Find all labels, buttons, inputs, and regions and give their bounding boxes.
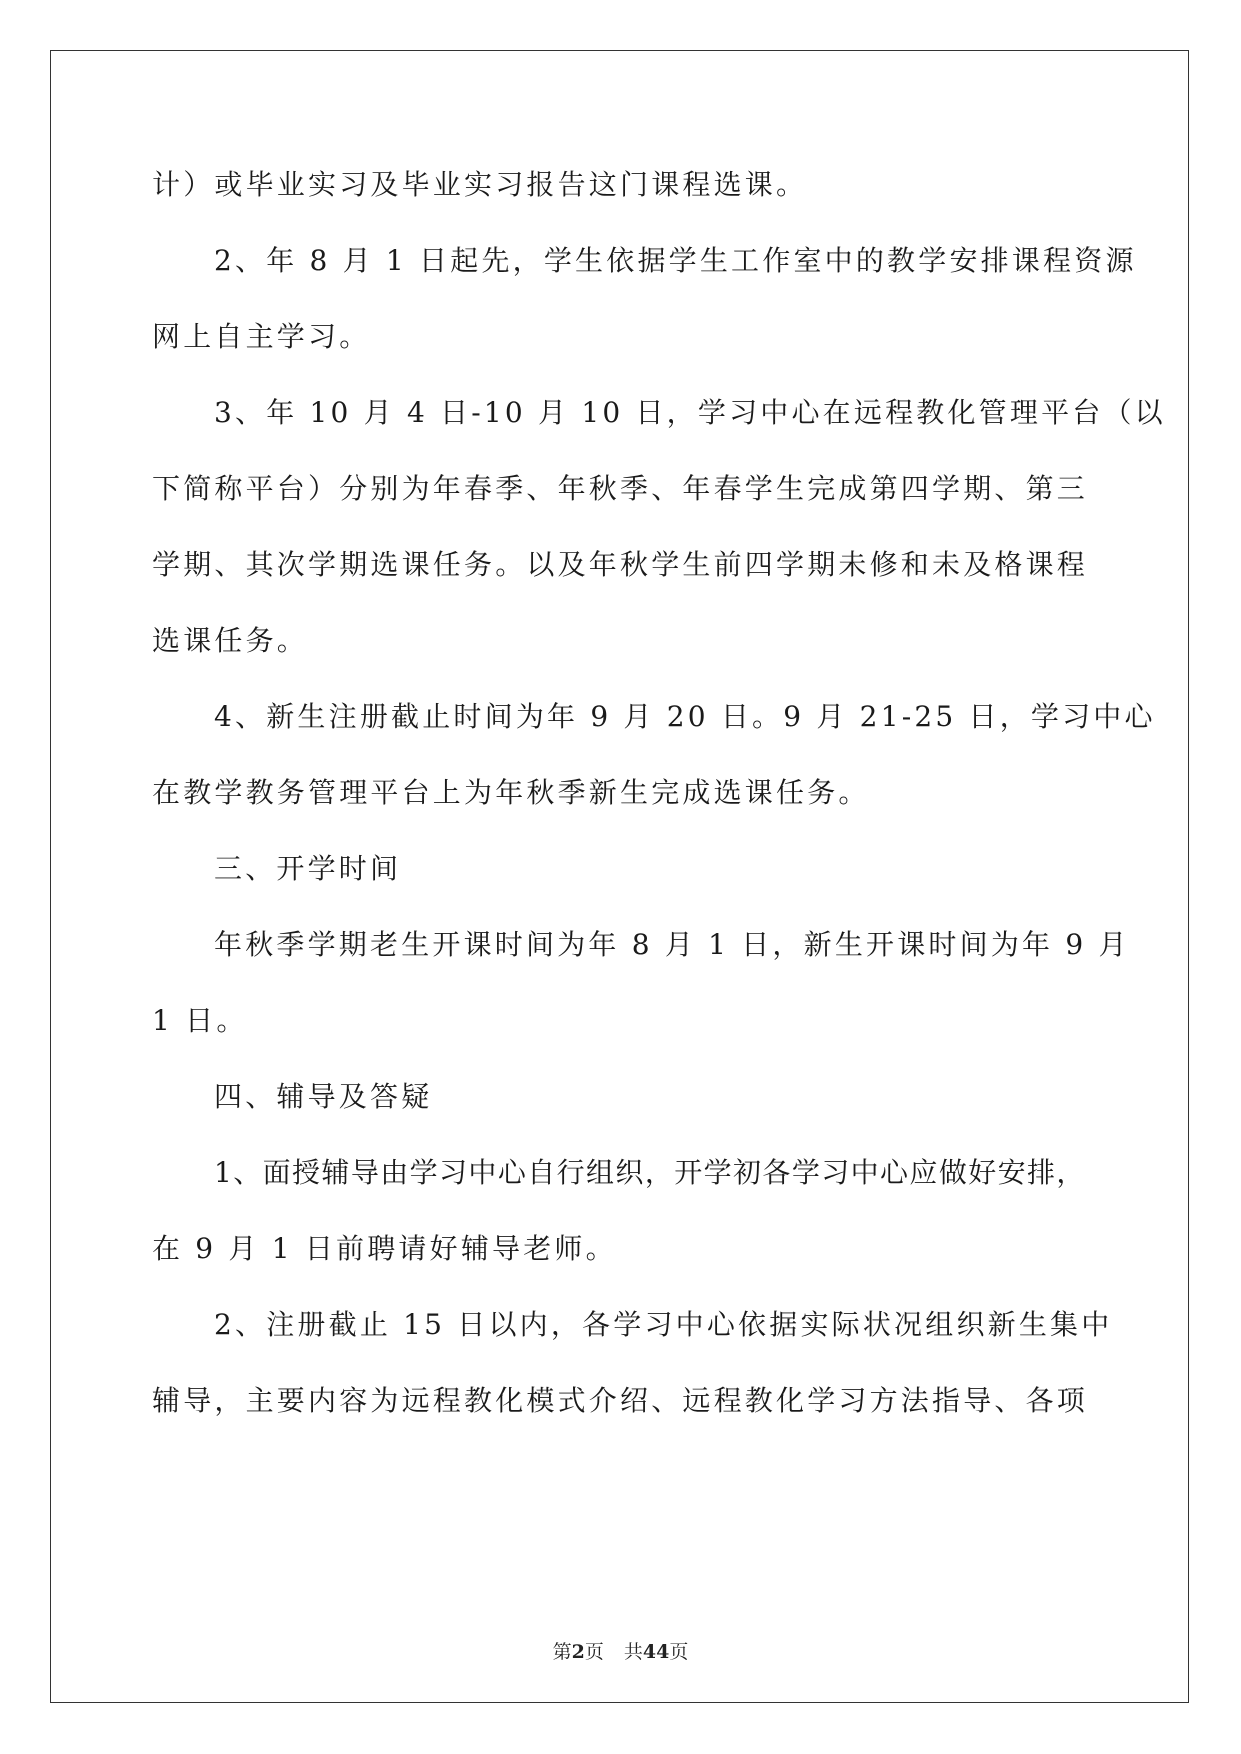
text-line-17: 辅导，主要内容为远程教化模式介绍、远程教化学习方法指导、各项 xyxy=(152,1384,1089,1417)
section-heading-3: 三、开学时间 xyxy=(214,852,402,885)
section-heading-4: 四、辅导及答疑 xyxy=(214,1080,433,1113)
text-line-7: 选课任务。 xyxy=(152,624,309,657)
footer-page-number: 2 xyxy=(571,1641,585,1663)
text-line-5: 下简称平台）分别为年春季、年秋季、年春学生完成第四学期、第三 xyxy=(152,472,1089,505)
text-line-2: 2、年 8 月 1 日起先，学生依据学生工作室中的教学安排课程资源 xyxy=(214,244,1137,277)
text-line-11: 年秋季学期老生开课时间为年 8 月 1 日，新生开课时间为年 9 月 xyxy=(214,928,1130,961)
footer-total-pages: 44 xyxy=(642,1641,670,1663)
text-line-1: 计）或毕业实习及毕业实习报告这门课程选课。 xyxy=(152,168,808,201)
text-line-4: 3、年 10 月 4 日-10 月 10 日，学习中心在远程教化管理平台（以 xyxy=(214,396,1166,429)
text-line-15: 在 9 月 1 日前聘请好辅导老师。 xyxy=(152,1232,617,1265)
footer-page-prefix: 第 xyxy=(552,1641,572,1663)
text-line-12: 1 日。 xyxy=(152,1004,248,1037)
text-line-3: 网上自主学习。 xyxy=(152,320,371,353)
text-line-6: 学期、其次学期选课任务。以及年秋学生前四学期未修和未及格课程 xyxy=(152,548,1089,581)
page-footer xyxy=(0,1640,1241,1664)
text-line-9: 在教学教务管理平台上为年秋季新生完成选课任务。 xyxy=(152,776,870,809)
text-line-16: 2、注册截止 15 日以内，各学习中心依据实际状况组织新生集中 xyxy=(214,1308,1113,1341)
text-line-14: 1、面授辅导由学习中心自行组织，开学初各学习中心应做好安排， xyxy=(214,1156,1086,1189)
footer-page-suffix: 页 xyxy=(584,1641,604,1663)
footer-total-prefix: 共 xyxy=(623,1641,643,1663)
footer-total-suffix: 页 xyxy=(669,1641,689,1663)
text-line-8: 4、新生注册截止时间为年 9 月 20 日。9 月 21-25 日，学习中心 xyxy=(214,700,1156,733)
